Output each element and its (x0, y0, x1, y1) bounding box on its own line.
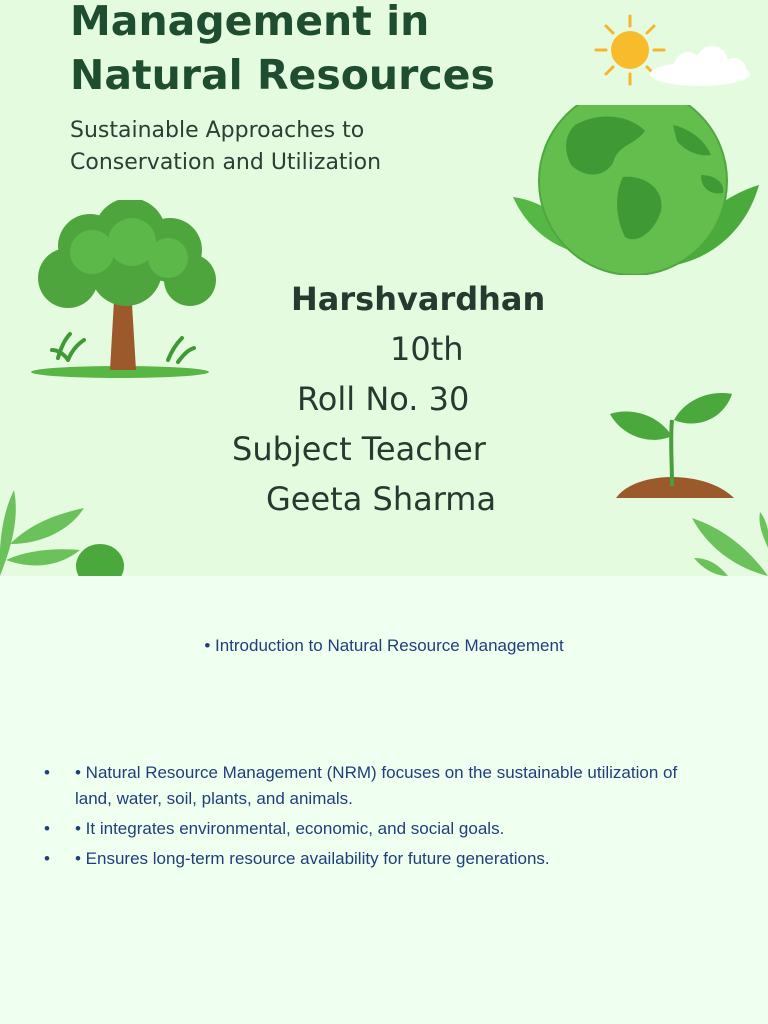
student-name: Harshvardhan (291, 280, 546, 318)
content-slide (0, 576, 768, 1024)
teacher-label: Subject Teacher (232, 430, 486, 468)
leaf-icon (0, 480, 130, 576)
teacher-name: Geeta Sharma (266, 480, 497, 518)
slide-subtitle: Sustainable Approaches to Conservation and Utilization (70, 118, 382, 175)
bullet-list (44, 760, 684, 876)
slide-title: Management in Natural Resources (70, 0, 495, 99)
bullet-marker: • (44, 849, 50, 868)
bullet-marker: • (44, 763, 50, 782)
roll-number: Roll No. 30 (297, 380, 470, 418)
earth-globe-icon (505, 105, 767, 275)
student-grade: 10th (390, 330, 464, 368)
slide-heading: • Introduction to Natural Resource Management (204, 636, 564, 655)
list-item: • • Ensures long-term resource availability for future generations. (44, 846, 684, 872)
leaf-icon (688, 508, 768, 576)
cloud-icon (646, 44, 754, 88)
bullet-marker: • (44, 819, 50, 838)
sprout-icon (606, 390, 738, 500)
tree-icon (28, 200, 228, 380)
list-item: • • Natural Resource Management (NRM) focuses on the sustainable utilization of land, water, soil, plants, and animals. (44, 760, 684, 812)
list-item: • • It integrates environmental, economic, and social goals. (44, 816, 684, 842)
